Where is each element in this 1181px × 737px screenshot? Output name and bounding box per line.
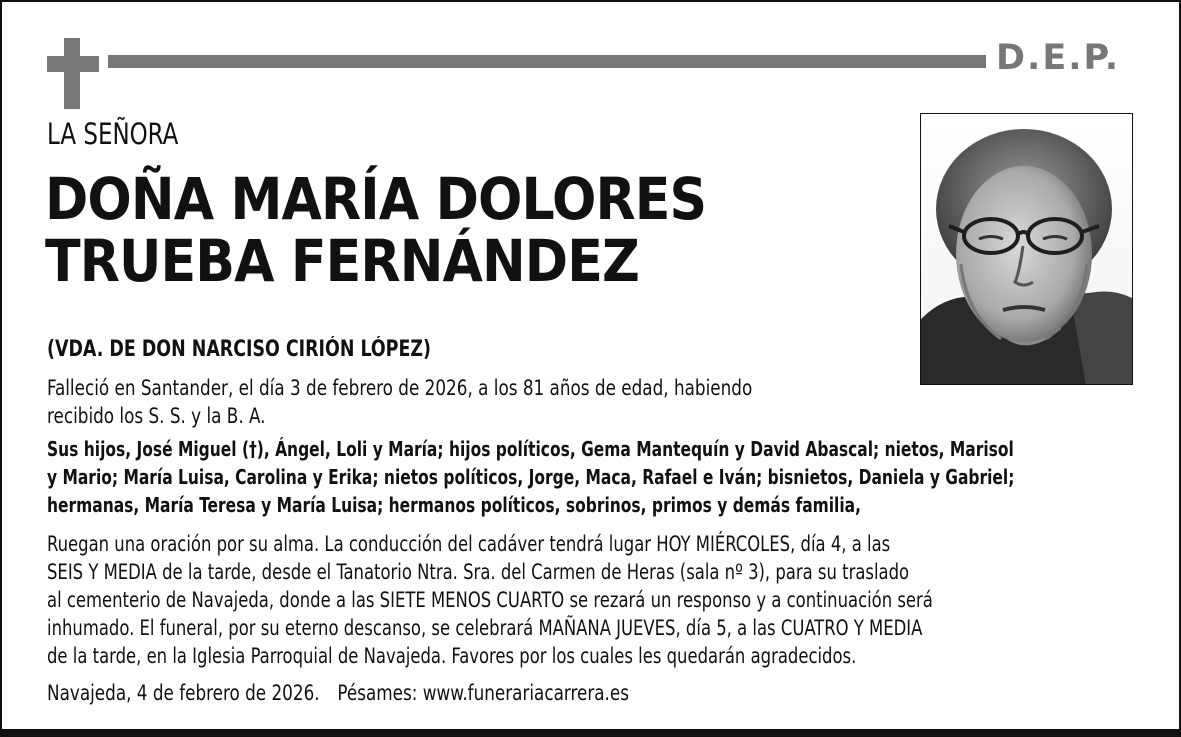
- family-line-1: Sus hijos, José Miguel (†), Ángel, Loli y María; hijos políticos, Gema Mantequín y David Abascal; nietos, Marisol: [47, 437, 1014, 461]
- service-line-4: inhumado. El funeral, por su eterno descanso, se celebrará MAÑANA JUEVES, día 5, a las CUATRO Y MEDIA: [47, 616, 923, 640]
- family-line-3: hermanas, María Teresa y María Luisa; hermanos políticos, sobrinos, primos y demás familia,: [47, 493, 861, 517]
- footer-line: [47, 679, 848, 707]
- dep-label: D.E.P.: [996, 38, 1121, 78]
- deceased-name-line-2: TRUEBA FERNÁNDEZ: [45, 227, 639, 295]
- service-line-3: al cementerio de Navajeda, donde a las SIETE MENOS CUARTO se rezará un responso y a continuación será: [47, 588, 933, 612]
- service-line-5: de la tarde, en la Iglesia Parroquial de Navajeda. Favores por los cuales les quedarán agradecidos.: [47, 644, 857, 668]
- condolences-link[interactable]: Pésames: www.funerariacarrera.es: [337, 681, 629, 705]
- death-notice-line-1: Falleció en Santander, el día 3 de febrero de 2026, a los 81 años de edad, habiendo: [47, 376, 753, 400]
- place-date: Navajeda, 4 de febrero de 2026.: [47, 681, 320, 705]
- family-list: [47, 435, 1105, 519]
- deceased-name-line-1: DOÑA MARÍA DOLORES: [45, 165, 707, 233]
- title-prefix: LA SEÑORA: [47, 117, 179, 151]
- death-notice-line-2: recibido los S. S. y la B. A.: [47, 404, 266, 428]
- header-rule: [108, 55, 986, 68]
- service-line-1: Ruegan una oración por su alma. La conducción del cadáver tendrá lugar HOY MIÉRCOLES, día 4, a las: [47, 532, 891, 556]
- service-line-2: SEIS Y MEDIA de la tarde, desde el Tanatorio Ntra. Sra. del Carmen de Heras (sala nº 3), para su traslado: [47, 560, 910, 584]
- deceased-name: [45, 165, 707, 295]
- bottom-border: [0, 729, 1181, 737]
- death-notice: [47, 374, 875, 430]
- portrait-illustration: [921, 114, 1133, 385]
- family-line-2: y Mario; María Luisa, Carolina y Erika; nietos políticos, Jorge, Maca, Rafael e Iván; bisnietos, Daniela y Gabriel;: [47, 465, 1015, 489]
- portrait-photo: [920, 113, 1133, 385]
- service-details: [47, 530, 1095, 670]
- cross-horizontal-bar: [47, 56, 99, 72]
- widow-note: (VDA. DE DON NARCISO CIRIÓN LÓPEZ): [47, 337, 431, 362]
- cross-vertical-bar: [64, 38, 80, 109]
